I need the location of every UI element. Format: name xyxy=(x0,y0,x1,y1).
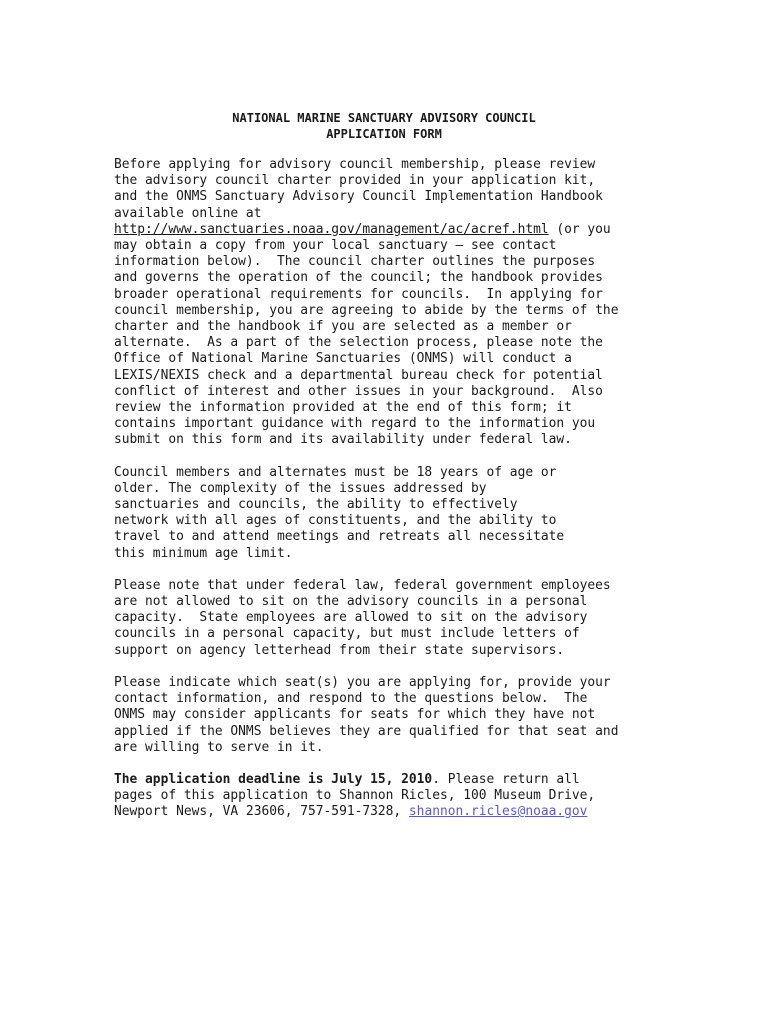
text-line: council membership, you are agreeing to abide by the terms of the xyxy=(114,302,619,318)
text-line: network with all ages of constituents, and the ability to xyxy=(114,513,557,529)
text-line: alternate. As a part of the selection process, please note the xyxy=(114,335,603,351)
text-line: are not allowed to sit on the advisory councils in a personal xyxy=(114,594,588,610)
text-line: support on agency letterhead from their state supervisors. xyxy=(114,642,565,658)
paragraph-charter xyxy=(114,157,674,449)
paragraph-federal-employees xyxy=(114,578,674,659)
text-line: review the information provided at the end of this form; it xyxy=(114,400,572,416)
paragraph-age-requirement xyxy=(114,465,674,562)
text-line: Office of National Marine Sanctuaries (ONMS) will conduct a xyxy=(114,351,572,367)
text-line: applied if the ONMS believes they are qualified for that seat and xyxy=(114,723,619,739)
text-line: and the ONMS Sanctuary Advisory Council Implementation Handbook xyxy=(114,189,603,205)
text-line: are willing to serve in it. xyxy=(114,739,324,755)
text-line: and governs the operation of the council; the handbook provides xyxy=(114,270,603,286)
text-line: available online at xyxy=(114,205,262,221)
title-line-2: APPLICATION FORM xyxy=(326,127,442,141)
text-line: Council members and alternates must be 18 years of age or xyxy=(114,464,557,480)
text-line: councils in a personal capacity, but must include letters of xyxy=(114,626,580,642)
text-line: the advisory council charter provided in your application kit, xyxy=(114,173,596,189)
text-line: Before applying for advisory council membership, please review xyxy=(114,157,596,172)
text-line: ONMS may consider applicants for seats for which they have not xyxy=(114,707,596,723)
title-line-1: NATIONAL MARINE SANCTUARY ADVISORY COUNCIL xyxy=(232,111,536,125)
text-line: capacity. State employees are allowed to sit on the advisory xyxy=(114,610,588,626)
text-line: LEXIS/NEXIS check and a departmental bureau check for potential xyxy=(114,367,603,383)
text-line: sanctuaries and councils, the ability to effectively xyxy=(114,497,518,513)
text-fragment: . Please return all xyxy=(432,771,580,787)
text-line: this minimum age limit. xyxy=(114,545,293,561)
text-line: may obtain a copy from your local sanctuary – see contact xyxy=(114,238,557,254)
text-line: contains important guidance with regard to the information you xyxy=(114,416,596,432)
text-line: pages of this application to Shannon Ricles, 100 Museum Drive, xyxy=(114,788,596,804)
text-line xyxy=(114,772,674,788)
text-line: Please note that under federal law, federal government employees xyxy=(114,577,611,593)
text-line: contact information, and respond to the questions below. The xyxy=(114,691,588,707)
handbook-link[interactable]: http://www.sanctuaries.noaa.gov/management/ac/acref.html xyxy=(114,221,549,237)
text-fragment: (or you xyxy=(548,221,611,237)
text-line xyxy=(114,804,674,820)
document-title xyxy=(114,110,654,142)
paragraph-seat-selection xyxy=(114,675,674,756)
deadline-text: The application deadline is July 15, 2010 xyxy=(114,771,433,787)
document-body xyxy=(114,157,674,837)
email-link[interactable]: shannon.ricles@noaa.gov xyxy=(408,804,588,820)
text-line: broader operational requirements for councils. In applying for xyxy=(114,286,603,302)
text-line: older. The complexity of the issues addressed by xyxy=(114,480,487,496)
text-line: charter and the handbook if you are selected as a member or xyxy=(114,319,572,335)
text-line xyxy=(114,222,674,238)
text-line: Please indicate which seat(s) you are applying for, provide your xyxy=(114,674,611,690)
paragraph-deadline xyxy=(114,772,674,821)
text-line: conflict of interest and other issues in your background. Also xyxy=(114,383,603,399)
text-line: submit on this form and its availability under federal law. xyxy=(114,432,572,448)
text-line: information below). The council charter outlines the purposes xyxy=(114,254,596,270)
text-line: travel to and attend meetings and retreats all necessitate xyxy=(114,529,565,545)
text-fragment: Newport News, VA 23606, 757-591-7328, xyxy=(114,804,409,820)
